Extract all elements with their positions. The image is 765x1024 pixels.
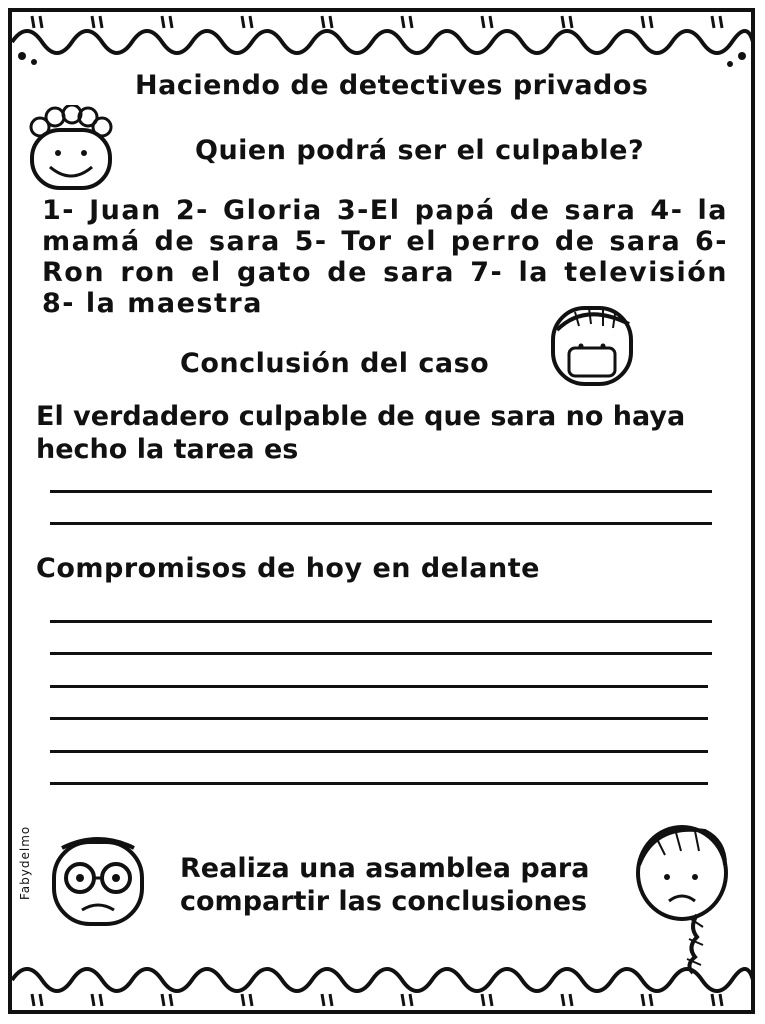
answer-line[interactable] bbox=[50, 490, 712, 493]
worksheet-subtitle: Quien podrá ser el culpable? bbox=[195, 135, 645, 166]
suspects-list: 1- Juan 2- Gloria 3-El papá de sara 4- la mamá de sara 5- Tor el perro de sara 6- Ron ron el gato de sara 7- la televisión 8- la maestra bbox=[42, 195, 728, 319]
commitment-line[interactable] bbox=[50, 782, 708, 785]
worksheet-title: Haciendo de detectives privados bbox=[135, 70, 649, 101]
grandma-face-icon bbox=[20, 105, 120, 195]
commitments-heading: Compromisos de hoy en delante bbox=[36, 553, 540, 584]
culprit-prompt: El verdadero culpable de que sara no haya hecho la tarea es bbox=[36, 401, 686, 465]
grandpa-face-icon bbox=[42, 830, 152, 930]
assembly-instruction: Realiza una asamblea para compartir las conclusiones bbox=[180, 853, 590, 917]
conclusion-heading: Conclusión del caso bbox=[180, 348, 490, 379]
answer-line[interactable] bbox=[50, 522, 712, 525]
author-signature: Fabydelmo bbox=[18, 825, 32, 900]
commitment-line[interactable] bbox=[50, 620, 712, 623]
boy-face-icon bbox=[545, 300, 640, 390]
commitment-line[interactable] bbox=[50, 685, 708, 688]
commitment-line[interactable] bbox=[50, 652, 712, 655]
commitment-line[interactable] bbox=[50, 717, 708, 720]
girl-face-icon bbox=[625, 815, 740, 975]
commitment-line[interactable] bbox=[50, 750, 708, 753]
top-wavy-border bbox=[12, 12, 753, 72]
